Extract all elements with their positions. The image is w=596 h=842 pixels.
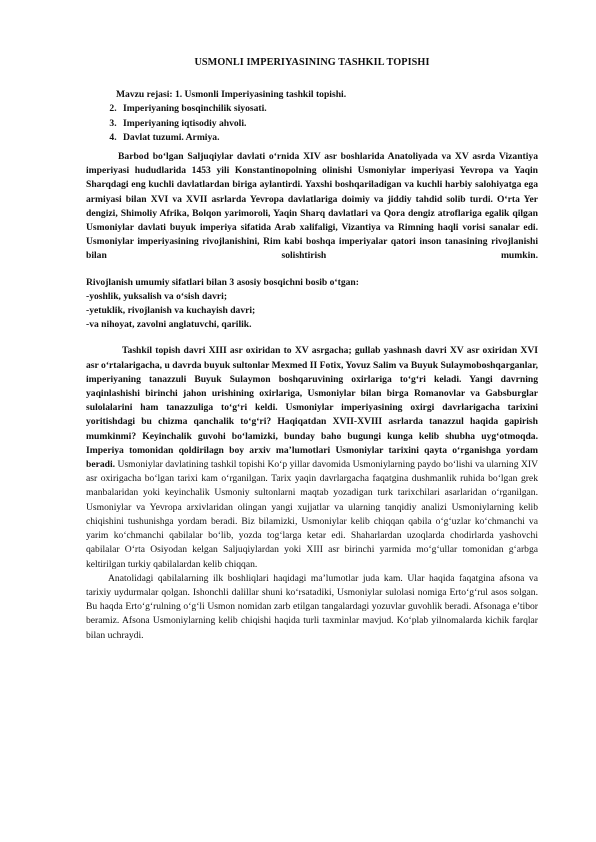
plan-heading: Mavzu rejasi: 1. Usmonli Imperiyasining tashkil topishi. bbox=[116, 89, 347, 101]
paragraph-periods-normal: Usmoniylar davlatining tashkil topishi Ko‘p yillar davomida Usmoniylarning paydo bo‘lishi va ularning XIV asr oxirigacha bo‘lgan tarixi kam o‘rganilgan. Tarix yaqin davrlargacha faqatgina dushmanlik ruhida bo‘lgan grek manbalaridan yoki keyinchalik Usmoniy sultonlarni maqtab yozadigan turk tarixchilari asarlaridan o‘rganilgan. Usmoniylar va Yevropa arxivlaridan olingan yangi xujjatlar va ularning tanqidiy analizi Usmoniylarning kelib chiqishini tushunishga yordam beradi. Biz bilamizki, Usmoniylar kelib chiqqan qabila o‘g‘uzlar ko‘chmanchi va yarim ko‘chmanchi qabilalar bo‘lib, yozda tog‘larga ketar edi. Shaharlardan uzoqlarda chodirlarda yashovchi qabilalar O‘rta Osiyodan kelgan Saljuqiylardan yoki XIII asr birinchi yarmida mo‘g‘ullar tomonidan g‘arbga keltirilgan turkiy qabilalardan kelib chiqqan. bbox=[86, 459, 538, 570]
stage-item: -yetuklik, rivojlanish va kuchayish davri; bbox=[86, 305, 256, 317]
document-title: USMONLI IMPERIYASINING TASHKIL TOPISHI bbox=[194, 57, 430, 68]
spacer bbox=[86, 332, 538, 344]
paragraph-tribes: Anatolidagi qabilalarning ilk boshliqlari haqidagi ma’lumotlar juda kam. Ular haqida faqatgina afsona va tarixiy uydurmalar qolgan. Ishonchli dalillar shuni ko‘rsatadiki, Usmoniylar sulolasi nomiga Erto‘g‘rul asos solgan. Bu haqda Erto‘g‘rulning o‘g‘li Usmon nomidan zarb etilgan tangalardagi yozuvlar guvohlik beradi. Afsonaga e’tibor beramiz. Afsona Usmoniylarning kelib chiqishi haqida turli taxminlar mavjud. Ko‘plab yilnomalarda kichik farqlar bilan uchraydi. bbox=[86, 572, 538, 641]
stages-list bbox=[86, 276, 538, 333]
spacer bbox=[86, 264, 538, 276]
stage-item: -va nihoyat, zavolni anglatuvchi, qarilik. bbox=[86, 319, 252, 331]
plan-item: 2. Imperiyaning bosqinchilik siyosati. bbox=[119, 102, 538, 116]
plan-item: 3. Imperiyaning iqtisodiy ahvoli. bbox=[119, 117, 538, 131]
paragraph-periods bbox=[86, 344, 538, 571]
paragraph-periods-bold: Tashkil topish davri XIII asr oxiridan to XV asrgacha; gullab yashnash davri XV asr oxiridan XVI asr o‘rtalarigacha, u davrda buyuk sultonlar Mexmed II Fotix, Yovuz Salim va Buyuk Sulaymoboshqarganlar, imperiyaning tanazzuli Buyuk Sulaymon boshqaruvining oxirlariga to‘g‘ri keladi. Yangi davrning yaqinlashishi birinchi jahon urishining oxirlariga, Usmoniylar bilan birga Romanovlar va Gabsburglar sulolalarini ham tanazzuliga to‘g‘ri keldi. Usmoniylar imperiyasining oxirgi davrlarigacha tarixini yoritishdagi bu chizma qanchalik to‘g‘ri? Haqiqatdan XVII-XVIII asrlarda tanazzul haqida gapirish mumkinmi? Keyinchalik guvohi bo‘lamizki, bunday baho bugungi kunga kelib shubha uyg‘otmoqda. Imperiya tomonidan qoldirilagn boy arxiv ma’lumotlari Usmoniylar tarixini qayta o‘rganishga yordam beradi. bbox=[86, 345, 538, 471]
plan-list bbox=[86, 102, 538, 145]
paragraph-intro: Barbod bo‘lgan Saljuqiylar davlati o‘rnida XIV asr boshlarida Anatoliyada va XV asrda Vizantiya imperiyasi hududlarida 1453 yili Konstantinopolning olinishi Usmoniylar imperiyasi Yevropa va Yaqin Sharqdagi eng kuchli davlatlardan biriga aylantirdi. Yaxshi boshqariladigan va kuchli harbiy salohiyatga ega armiyasi bilan XVI va XVII asrlarda Yevropa davlatlariga doimiy va jiddiy tahdid solib turdi. O‘rta Yer dengizi, Shimoliy Afrika, Bolqon yarimoroli, Yaqin Sharq davlatlari va Qora dengiz atroflariga egalik qilgan Usmoniylar davlati buyuk imperiya sifatida Arab xalifaligi, Vizantiya va Rimning haqli vorisi sanalar edi. Usmoniylar imperiyasining rivojlanishini, Rim kabi boshqa imperiyalar qatori inson tanasining rivojlanishi bilan solishtirish mumkin. bbox=[86, 151, 538, 262]
stage-item: -yoshlik, yuksalish va o‘sish davri; bbox=[86, 290, 228, 302]
plan-item: 4. Davlat tuzumi. Armiya. bbox=[119, 131, 538, 145]
lesson-plan bbox=[86, 88, 538, 145]
stages-intro: Rivojlanish umumiy sifatlari bilan 3 asosiy bosqichni bosib o‘tgan: bbox=[86, 276, 359, 288]
